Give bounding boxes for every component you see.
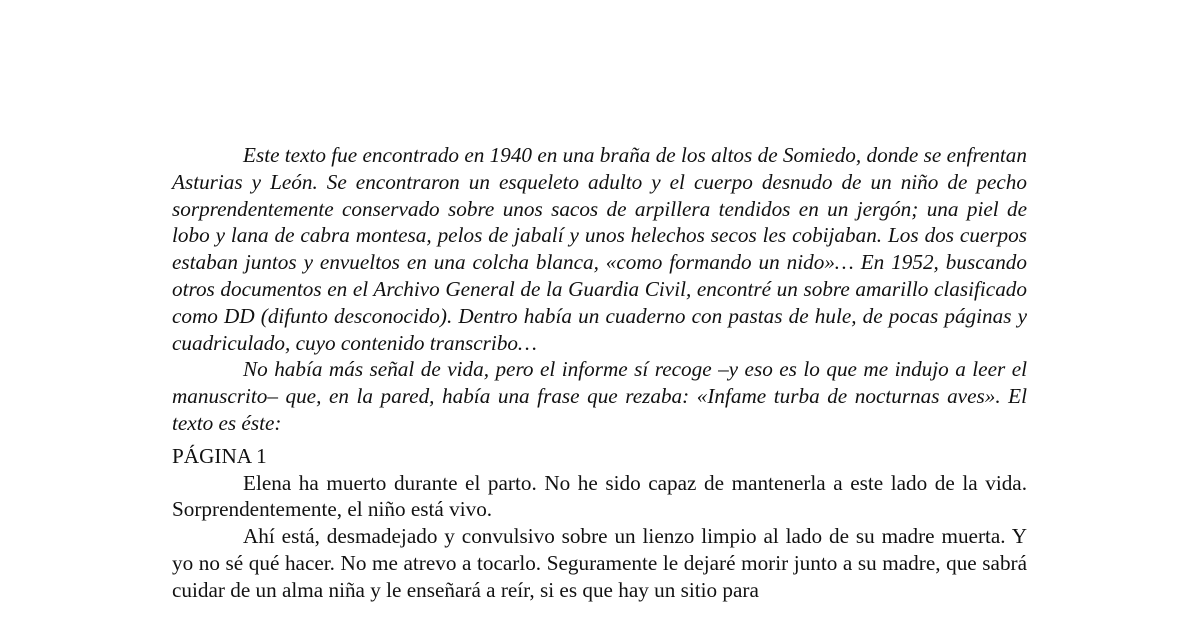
body-paragraph-2: Ahí está, desmadejado y convulsivo sobre un lienzo limpio al lado de su madre muerta. Y yo no sé qué hacer. No me atrevo a tocarlo. Seguramente le dejaré morir junto a su madre, que sabrá cuidar de un alma niña y le enseñará a reír, si es que hay un sitio para bbox=[172, 524, 1027, 602]
document-page bbox=[172, 142, 1027, 604]
section-heading: PÁGINA 1 bbox=[172, 443, 267, 468]
body-paragraph-1: Elena ha muerto durante el parto. No he sido capaz de mantenerla a este lado de la vida. Sorprendentemente, el niño está vivo. bbox=[172, 470, 1027, 522]
intro-paragraph-2: No había más señal de vida, pero el informe sí recoge –y eso es lo que me indujo a leer el manuscrito– que, en la pared, había una frase que rezaba: «Infame turba de nocturnas aves». El texto es éste: bbox=[172, 357, 1027, 435]
intro-paragraph-1: Este texto fue encontrado en 1940 en una braña de los altos de Somiedo, donde se enfrentan Asturias y León. Se encontraron un esqueleto adulto y el cuerpo desnudo de un niño de pecho sorprendentemente conservado sobre unos sacos de arpillera tendidos en un jergón; una piel de lobo y lana de cabra montesa, pelos de jabalí y unos helechos secos les cobijaban. Los dos cuerpos estaban juntos y envueltos en una colcha blanca, «como formando un nido»… En 1952, buscando otros documentos en el Archivo General de la Guardia Civil, encontré un sobre amarillo clasificado como DD (difunto desconocido). Dentro había un cuaderno con pastas de hule, de pocas páginas y cuadriculado, cuyo contenido transcribo… bbox=[172, 143, 1027, 355]
